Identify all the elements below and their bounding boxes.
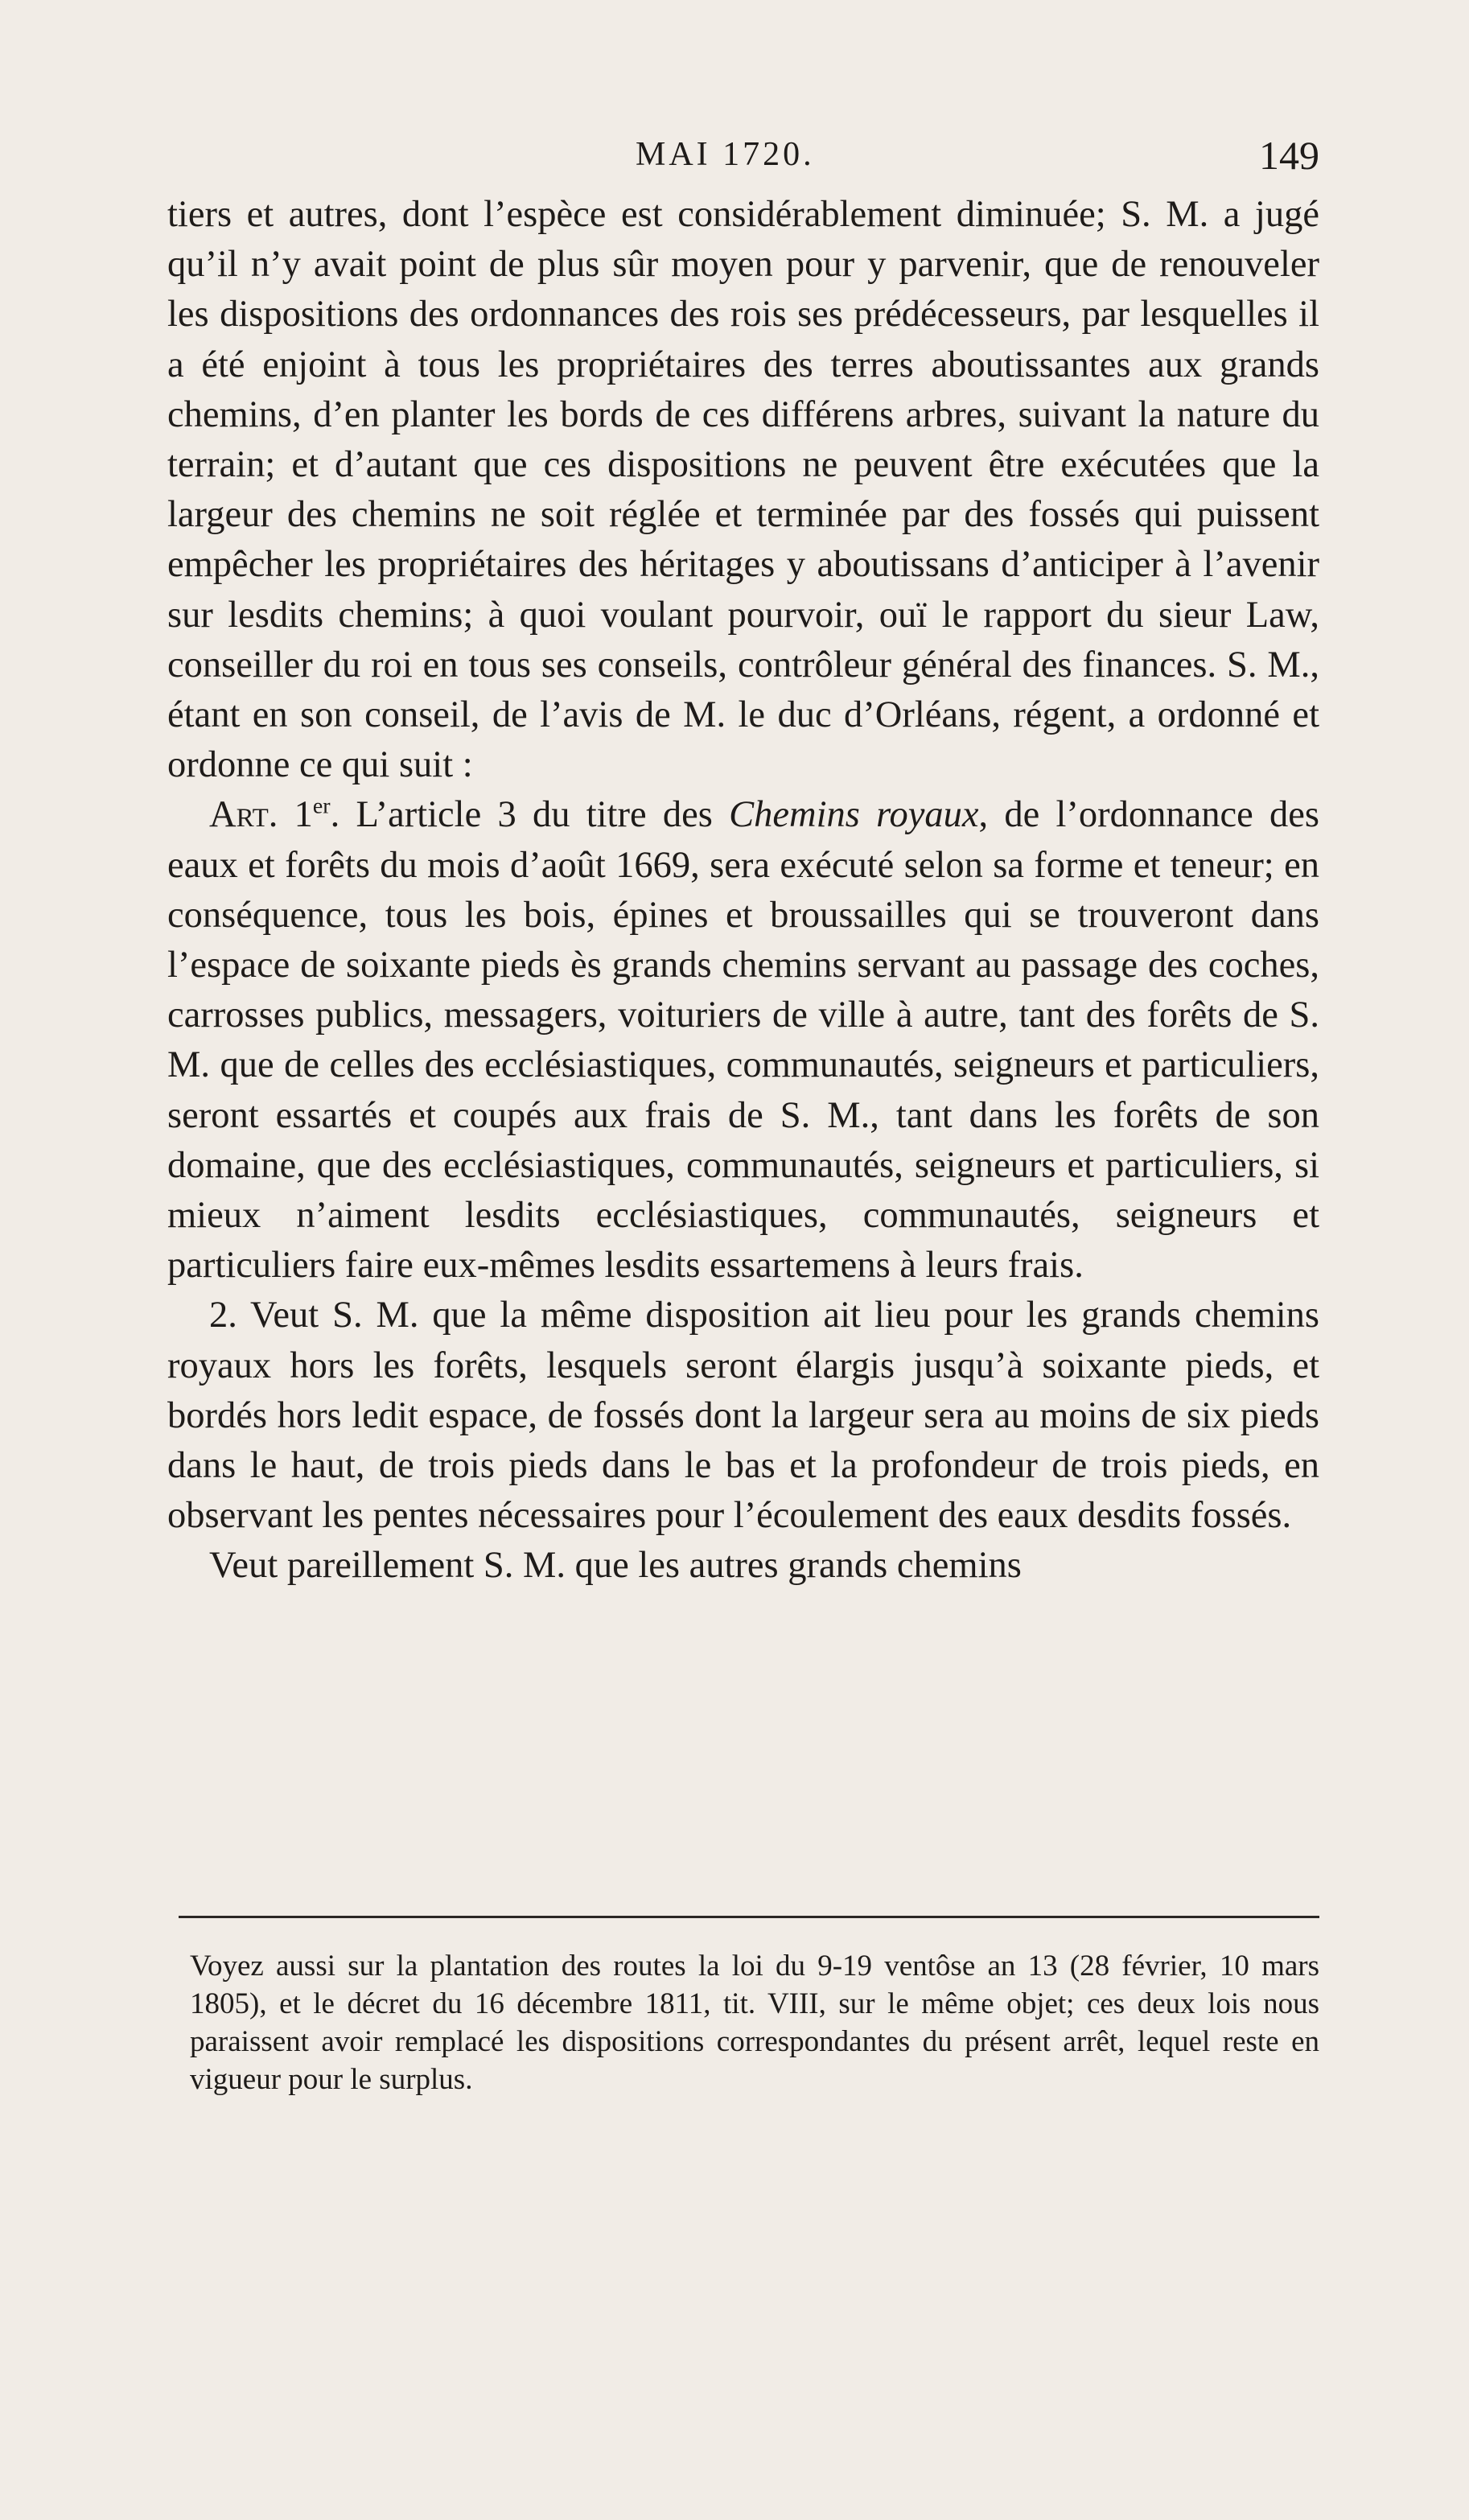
- article-2-paragraph: 2. Veut S. M. que la même disposition ait lieu pour les grands chemins royaux hors les forêts, lesquels seront élargis jusqu’à soixante pieds, et bordés hors ledit espace, de fossés dont la largeur sera au moins de six pieds dans le haut, de trois pieds dans le bas et la profondeur de trois pieds, en observant les pentes nécessaires pour l’écoulement des eaux desdits fossés.: [167, 1295, 1319, 1537]
- article-1-italic-title: Chemins royaux: [729, 794, 979, 836]
- article-1-text-end: , de l’ordonnance des eaux et forêts du mois d’août 1669, sera exécuté selon sa forme et teneur; en conséquence, tous les bois, épines et broussailles qui se trouveront dans l’espace de soixante pieds ès grands chemins servant au passage des coches, carrosses publics, messagers, voituriers de ville à autre, tant des forêts de S. M. que de celles des ecclésiastiques, communautés, seigneurs et particuliers, seront essartés et coupés aux frais de S. M., tant dans les forêts de son domaine, que des ecclésiastiques, communautés, seigneurs et particuliers, si mieux n’aiment lesdits ecclésiastiques, communautés, seigneurs et particuliers faire eux-mêmes lesdits essartemens à leurs frais.: [167, 794, 1320, 1287]
- page-number: 149: [1259, 133, 1319, 178]
- paragraph-continuation: tiers et autres, dont l’espèce est considérablement diminuée; S. M. a jugé qu’il n’y avait point de plus sûr moyen pour y parvenir, que de renouveler les dispositions des ordonnances des rois ses prédécesseurs, par lesquelles il a été enjoint à tous les propriétaires des terres aboutissantes aux grands chemins, d’en planter les bords de ces différens arbres, suivant la nature du terrain; et d’autant que ces dispositions ne peuvent être exécutées que la largeur des chemins ne soit réglée et terminée par des fossés qui puissent empêcher les propriétaires des héritages y aboutissans d’anticiper à l’avenir sur lesdits chemins; à quoi voulant pourvoir, ouï le rapport du sieur Law, conseiller du roi en tous ses conseils, contrôleur général des finances. S. M., étant en son conseil, de l’avis de M. le duc d’Orléans, régent, a ordonné et ordonne ce qui suit :: [167, 194, 1319, 786]
- footnote: Voyez aussi sur la plantation des routes la loi du 9-19 ventôse an 13 (28 février, 10 mars 1805), et le décret du 16 décembre 1811, tit. VIII, sur le même objet; ces deux lois nous paraissent avoir remplacé les dispositions correspondantes du présent arrêt, lequel reste en vigueur pour le surplus.: [190, 1950, 1319, 2096]
- running-title: MAI 1720.: [636, 136, 815, 173]
- article-1-text-start: . L’article 3 du titre des: [330, 794, 713, 836]
- article-label: Art.: [209, 794, 278, 836]
- footnote-rule: [179, 1916, 1319, 1918]
- article-number-superscript: er: [312, 793, 331, 819]
- running-head: [169, 135, 1319, 183]
- paragraph-continued-next-page: Veut pareillement S. M. que les autres grands chemins: [209, 1545, 1022, 1587]
- article-1-paragraph: [167, 790, 1319, 1291]
- body-text: [167, 190, 1319, 1591]
- article-number: 1: [294, 794, 313, 836]
